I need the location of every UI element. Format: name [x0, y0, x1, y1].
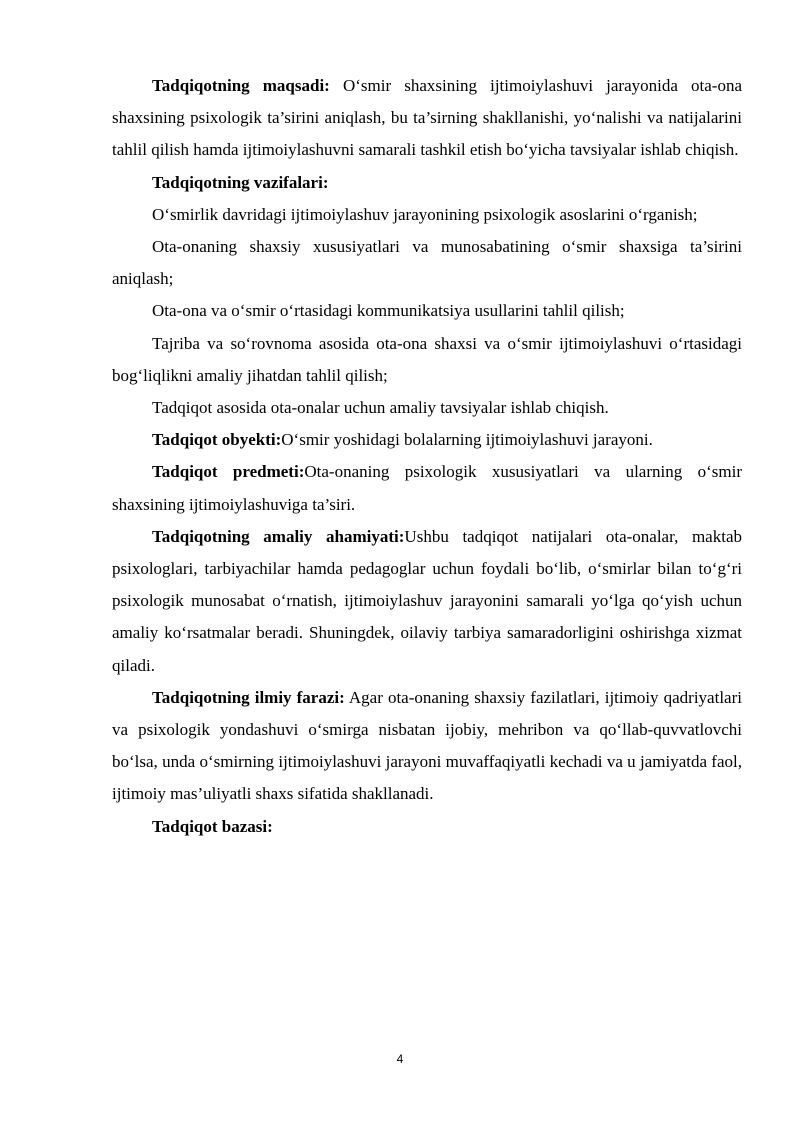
task-text: Tajriba va so‘rovnoma asosida ota-ona shaxsi va o‘smir ijtimoiylashuvi o‘rtasidagi bog‘liqlikni amaliy jihatdan tahlil qilish; [112, 333, 742, 385]
heading-subject: Tadqiqot predmeti: [152, 462, 305, 482]
task-item [112, 392, 742, 424]
paragraph-hypothesis [112, 682, 742, 811]
paragraph-base [112, 811, 742, 843]
task-text: Ota-ona va o‘smir o‘rtasidagi kommunikatsiya usullarini tahlil qilish; [152, 301, 625, 321]
text-object: O‘smir yoshidagi bolalarning ijtimoiylashuvi jarayoni. [281, 430, 653, 450]
heading-object: Tadqiqot obyekti: [152, 430, 282, 450]
heading-base: Tadqiqot bazasi: [152, 816, 273, 836]
body-text [112, 70, 742, 843]
heading-goal: Tadqiqotning maqsadi: [152, 76, 330, 95]
paragraph-subject [112, 456, 742, 520]
paragraph-goal [112, 70, 742, 167]
paragraph-significance [112, 521, 742, 682]
task-item [112, 231, 742, 295]
paragraph-tasks [112, 167, 742, 199]
text-subject: Ota-onaning psixologik xususiyatlari va ularning o‘smir shaxsining ijtimoiylashuviga ta’siri. [112, 462, 742, 514]
task-item [112, 328, 742, 392]
text-goal: O‘smir shaxsining ijtimoiylashuvi jarayonida ota-ona shaxsining psixologik ta’sirini aniqlash, bu ta’sirning shakllanishi, yo‘nalishi va natijalarini tahlil qilish hamda ijtimoiylashuvni samarali tashkil etish bo‘yicha tavsiyalar ishlab chiqish. [112, 76, 742, 160]
heading-hypothesis: Tadqiqotning ilmiy farazi: [152, 687, 345, 707]
task-item [112, 295, 742, 327]
text-significance: Ushbu tadqiqot natijalari ota-onalar, maktab psixologlari, tarbiyachilar hamda pedagoglar uchun foydali bo‘lib, o‘smirlar bilan to‘g‘ri psixologik munosabat o‘rnatish, ijtimoiylashuv jarayonini samarali yo‘lga qo‘yish uchun amaliy ko‘rsatmalar beradi. Shuningdek, oilaviy tarbiya samaradorligini oshirishga xizmat qiladi. [112, 526, 742, 675]
heading-significance: Tadqiqotning amaliy ahamiyati: [152, 526, 405, 546]
page-number: 4 [396, 1052, 404, 1066]
task-text: O‘smirlik davridagi ijtimoiylashuv jarayonining psixologik asoslarini o‘rganish; [152, 204, 698, 224]
heading-tasks: Tadqiqotning vazifalari: [152, 172, 329, 192]
task-item [112, 199, 742, 231]
paragraph-object [112, 424, 742, 456]
text-hypothesis: Agar ota-onaning shaxsiy fazilatlari, ijtimoiy qadriyatlari va psixologik yondashuvi o‘smirga nisbatan ijobiy, mehribon va qo‘llab-quvvatlovchi bo‘lsa, unda o‘smirning ijtimoiylashuvi jarayoni muvaffaqiyatli kechadi va u jamiyatda faol, ijtimoiy mas’uliyatli shaxs sifatida shakllanadi. [112, 687, 742, 804]
task-text: Tadqiqot asosida ota-onalar uchun amaliy tavsiyalar ishlab chiqish. [152, 398, 609, 418]
task-text: Ota-onaning shaxsiy xususiyatlari va munosabatining o‘smir shaxsiga ta’sirini aniqlash; [112, 237, 742, 289]
